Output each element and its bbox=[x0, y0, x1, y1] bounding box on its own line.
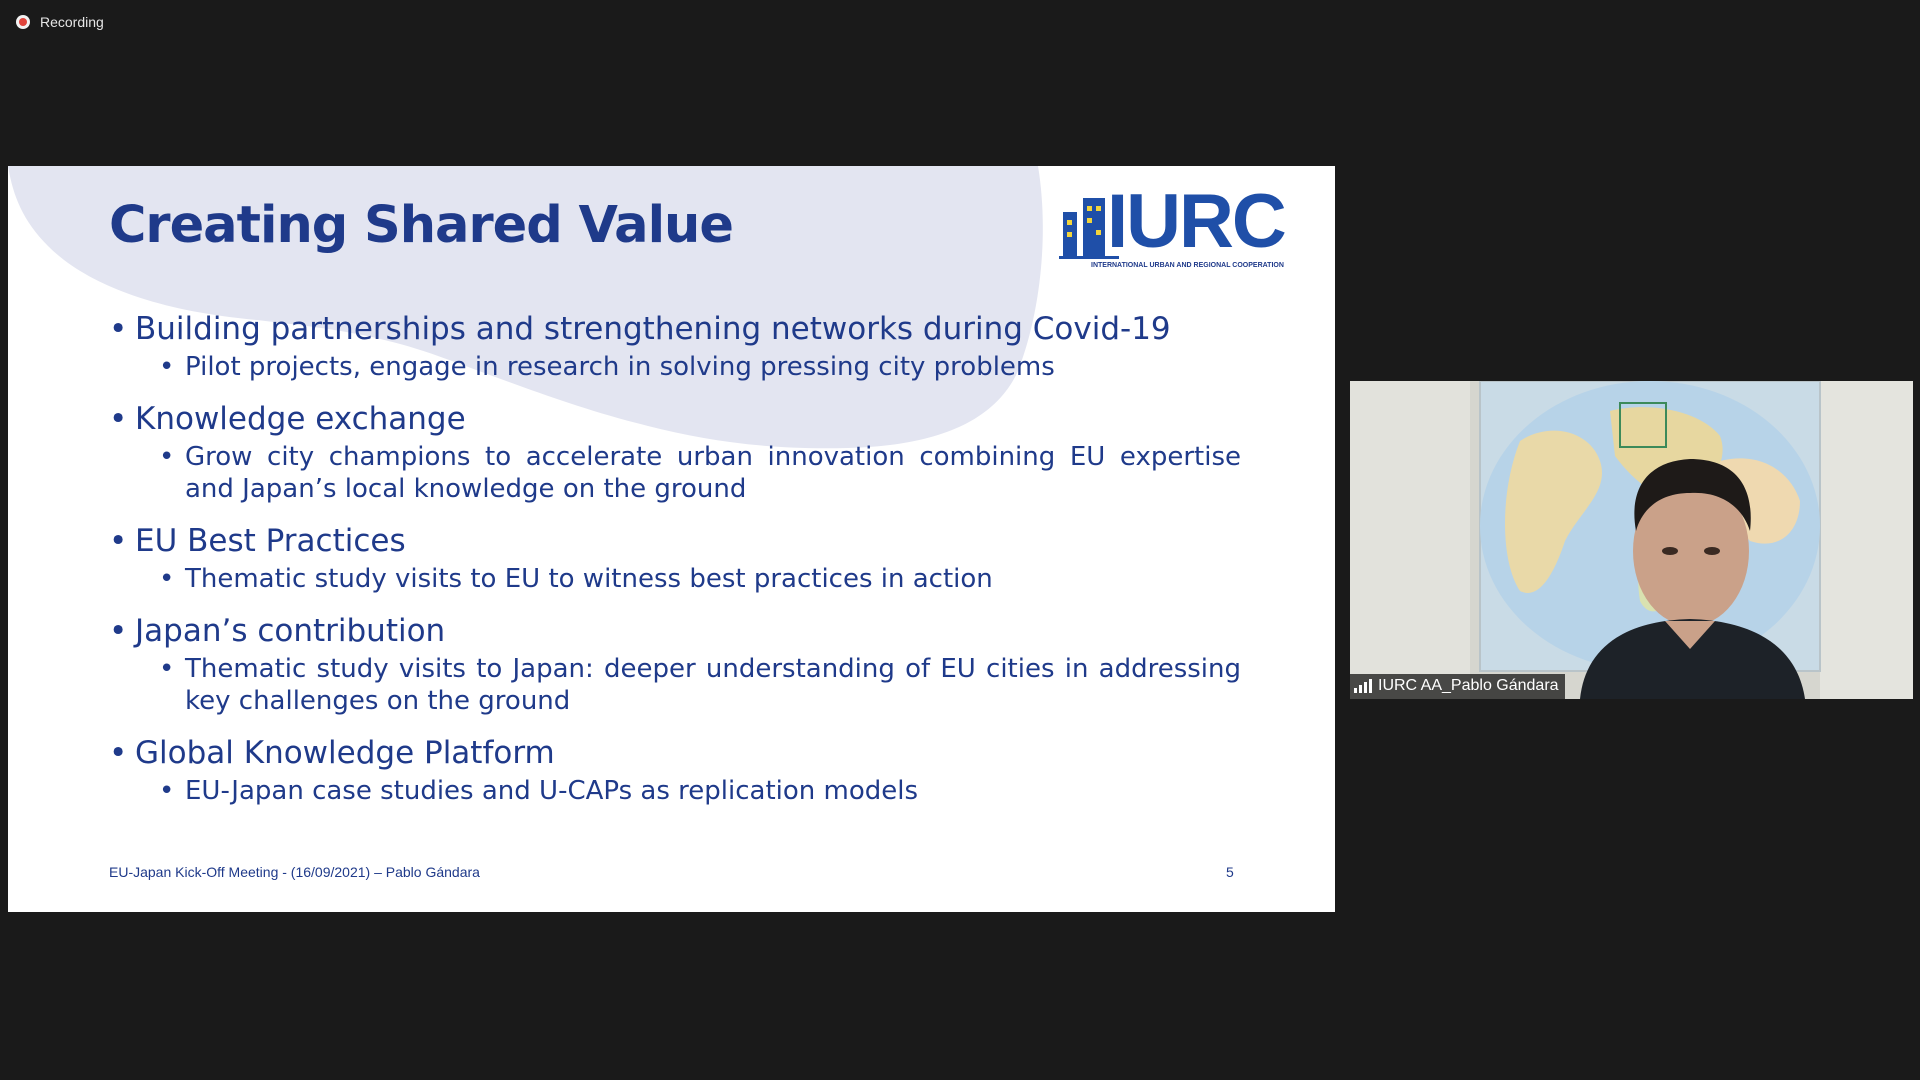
bullet-item: • Knowledge exchange bbox=[109, 399, 1241, 439]
sub-bullet-item: • Grow city champions to accelerate urban innovation combining EU expertise and Japan’s local knowledge on the ground bbox=[109, 441, 1241, 505]
recording-label: Recording bbox=[40, 14, 104, 30]
slide-title: Creating Shared Value bbox=[109, 196, 733, 255]
sub-bullet-item: • Thematic study visits to Japan: deeper understanding of EU cities in addressing key challenges on the ground bbox=[109, 653, 1241, 717]
sub-bullet-item: • Pilot projects, engage in research in solving pressing city problems bbox=[109, 351, 1241, 383]
sub-bullet-item: • Thematic study visits to EU to witness best practices in action bbox=[109, 563, 1241, 595]
bullet-item: • Japan’s contribution bbox=[109, 611, 1241, 651]
bullet-item: • Global Knowledge Platform bbox=[109, 733, 1241, 773]
logo-tagline: INTERNATIONAL URBAN AND REGIONAL COOPERATION bbox=[1091, 262, 1284, 269]
participant-name: IURC AA_Pablo Gándara bbox=[1378, 677, 1559, 694]
participant-name-tag bbox=[1350, 674, 1565, 699]
bullet-item: • Building partnerships and strengthening networks during Covid-19 bbox=[109, 309, 1241, 349]
bullet-item: • EU Best Practices bbox=[109, 521, 1241, 561]
participant-video-feed bbox=[1350, 381, 1913, 699]
participant-video-tile[interactable] bbox=[1350, 381, 1913, 699]
signal-strength-icon bbox=[1354, 679, 1372, 693]
record-icon bbox=[16, 15, 30, 29]
shared-slide bbox=[8, 166, 1335, 912]
logo-wordmark: IURC bbox=[1107, 179, 1285, 264]
iurc-logo bbox=[1059, 179, 1305, 274]
recording-indicator[interactable] bbox=[16, 14, 104, 30]
bullet-list bbox=[109, 309, 1241, 807]
slide-footer: EU-Japan Kick-Off Meeting - (16/09/2021) – Pablo Gándara bbox=[109, 864, 480, 880]
sub-bullet-item: • EU-Japan case studies and U-CAPs as replication models bbox=[109, 775, 1241, 807]
slide-number: 5 bbox=[1226, 864, 1234, 880]
